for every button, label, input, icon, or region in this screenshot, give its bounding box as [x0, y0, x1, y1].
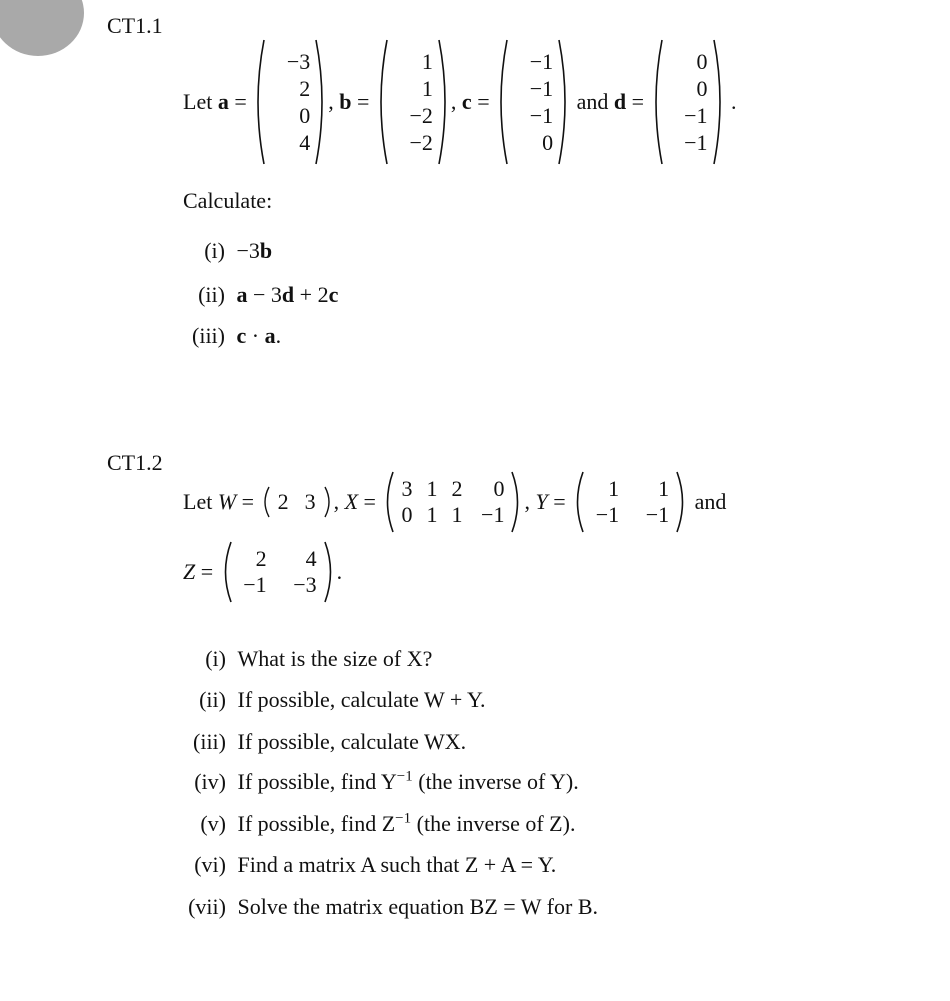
- item-text-main: If possible, find Y: [237, 769, 397, 795]
- matrix-z-entry: 2: [255, 546, 267, 571]
- matrix-x-name: X: [344, 489, 359, 514]
- matrix-z: [219, 540, 337, 604]
- vector-c: [495, 38, 571, 166]
- item-text-main: If possible, find Z: [237, 811, 396, 837]
- item-text: [238, 811, 576, 836]
- vector-d: [650, 38, 726, 166]
- vector-d-entry: 0: [696, 76, 708, 101]
- matrix-w-entry: 2: [277, 489, 289, 514]
- vector-d-entry: 0: [696, 49, 708, 74]
- list-item: [170, 852, 556, 878]
- vector-c-entry: 0: [542, 130, 554, 155]
- item-text-tail: (the inverse of Z).: [411, 811, 576, 837]
- list-item: [170, 811, 575, 837]
- equals-sign: =: [200, 559, 214, 584]
- matrix-z-entry: −3: [293, 572, 317, 597]
- item-text: [238, 769, 579, 794]
- list-item: [170, 894, 598, 920]
- item-number: (vii): [188, 894, 226, 919]
- vector-definition-line: [183, 38, 737, 166]
- vector-c-entry: −1: [529, 49, 554, 74]
- right-paren: [437, 38, 451, 166]
- matrix-definition-line-2: [183, 540, 342, 604]
- comma: ,: [333, 489, 340, 514]
- corner-tab: [0, 0, 84, 56]
- list-item: [170, 769, 579, 795]
- vector-a-entry: 2: [299, 76, 311, 101]
- list-item: [183, 323, 281, 349]
- left-paren: [219, 540, 233, 604]
- superscript: −1: [395, 811, 412, 827]
- matrix-y: [571, 470, 689, 534]
- and-word: and: [694, 489, 727, 514]
- equals-sign: =: [631, 89, 645, 114]
- matrix-z-entry: 4: [305, 546, 317, 571]
- comma: ,: [524, 489, 530, 514]
- left-paren: [260, 485, 270, 519]
- item-number: (i): [204, 238, 225, 263]
- list-item: [183, 282, 338, 308]
- right-paren: [712, 38, 726, 166]
- list-item: [183, 238, 272, 264]
- equals-sign: =: [357, 89, 370, 114]
- item-text: Find a matrix A such that Z + A = Y.: [237, 852, 557, 877]
- matrix-w-entry: 3: [304, 489, 316, 514]
- left-paren: [252, 38, 266, 166]
- right-paren: [323, 540, 337, 604]
- period: .: [336, 559, 343, 584]
- list-item: [170, 646, 432, 672]
- left-paren: [375, 38, 389, 166]
- item-number: (v): [200, 811, 226, 837]
- matrix-x-entry: 3: [401, 476, 413, 501]
- matrix-z-entry: −1: [243, 572, 267, 597]
- item-text: If possible, calculate W + Y.: [237, 687, 486, 712]
- item-number: (i): [205, 646, 226, 671]
- matrix-x-entry: 0: [493, 476, 505, 501]
- right-paren: [510, 470, 524, 534]
- let-word: Let: [183, 89, 213, 114]
- comma: ,: [328, 89, 334, 114]
- right-paren: [675, 470, 689, 534]
- vector-d-entry: −1: [684, 103, 708, 128]
- item-text: Solve the matrix equation BZ = W for B.: [237, 894, 598, 919]
- item-number: (iii): [192, 323, 225, 348]
- matrix-x-entry: 1: [451, 502, 463, 527]
- right-paren: [557, 38, 571, 166]
- item-text: a − 3d + 2c: [236, 282, 339, 307]
- matrix-x-entry: −1: [481, 502, 505, 527]
- vector-c-name: c: [461, 89, 472, 114]
- matrix-definition-line-1: [183, 470, 726, 534]
- right-paren: [314, 38, 328, 166]
- list-item: [170, 729, 466, 755]
- item-text: c · a.: [236, 323, 282, 348]
- vector-a-entry: −3: [286, 49, 311, 74]
- item-text: −3b: [236, 238, 273, 263]
- item-number: (iv): [194, 769, 226, 795]
- vector-d-entry: −1: [684, 130, 708, 155]
- matrix-z-name: Z: [183, 559, 196, 584]
- equals-sign: =: [234, 89, 247, 114]
- calculate-label: Calculate:: [183, 188, 273, 213]
- vector-b-entry: −2: [409, 130, 433, 155]
- matrix-w: [260, 485, 334, 519]
- vector-a: [252, 38, 328, 166]
- list-item: [170, 687, 486, 713]
- left-paren: [381, 470, 395, 534]
- matrix-y-entry: −1: [645, 502, 670, 527]
- matrix-x-entry: 1: [426, 502, 438, 527]
- matrix-x-entry: 1: [426, 476, 438, 501]
- period: .: [731, 89, 737, 114]
- vector-b-entry: 1: [421, 76, 433, 101]
- item-number: (vi): [194, 852, 226, 877]
- left-paren: [571, 470, 585, 534]
- vector-c-entry: −1: [529, 76, 554, 101]
- item-number: (ii): [198, 282, 225, 307]
- item-text-tail: (the inverse of Y).: [412, 769, 579, 795]
- left-paren: [495, 38, 509, 166]
- and-word: and: [576, 89, 609, 114]
- vector-a-name: a: [217, 89, 229, 114]
- matrix-y-entry: −1: [595, 502, 620, 527]
- item-number: (ii): [199, 687, 226, 712]
- superscript: −1: [396, 769, 413, 785]
- vector-b-entry: 1: [421, 49, 433, 74]
- matrix-x: [381, 470, 524, 534]
- item-text: What is the size of X?: [237, 646, 433, 671]
- let-word: Let: [183, 489, 213, 514]
- vector-a-entry: 0: [299, 103, 311, 128]
- equals-sign: =: [363, 489, 376, 514]
- vector-b: [375, 38, 451, 166]
- equals-sign: =: [477, 89, 490, 114]
- matrix-y-name: Y: [535, 489, 548, 514]
- section-title-ct12: CT1.2: [107, 450, 163, 475]
- vector-b-entry: −2: [409, 103, 433, 128]
- matrix-x-entry: 2: [451, 476, 463, 501]
- vector-c-entry: −1: [529, 103, 554, 128]
- right-paren: [324, 485, 334, 519]
- left-paren: [650, 38, 664, 166]
- vector-b-name: b: [339, 89, 352, 114]
- equals-sign: =: [241, 489, 255, 514]
- item-number: (iii): [193, 729, 226, 754]
- matrix-x-entry: 0: [401, 502, 413, 527]
- equals-sign: =: [553, 489, 566, 514]
- matrix-w-name: W: [217, 489, 237, 514]
- vector-a-entry: 4: [299, 130, 311, 155]
- section-title-ct11: CT1.1: [107, 13, 163, 38]
- vector-d-name: d: [613, 89, 627, 114]
- matrix-y-entry: 1: [608, 476, 620, 501]
- item-text: If possible, calculate WX.: [237, 729, 467, 754]
- matrix-y-entry: 1: [658, 476, 670, 501]
- comma: ,: [450, 89, 457, 114]
